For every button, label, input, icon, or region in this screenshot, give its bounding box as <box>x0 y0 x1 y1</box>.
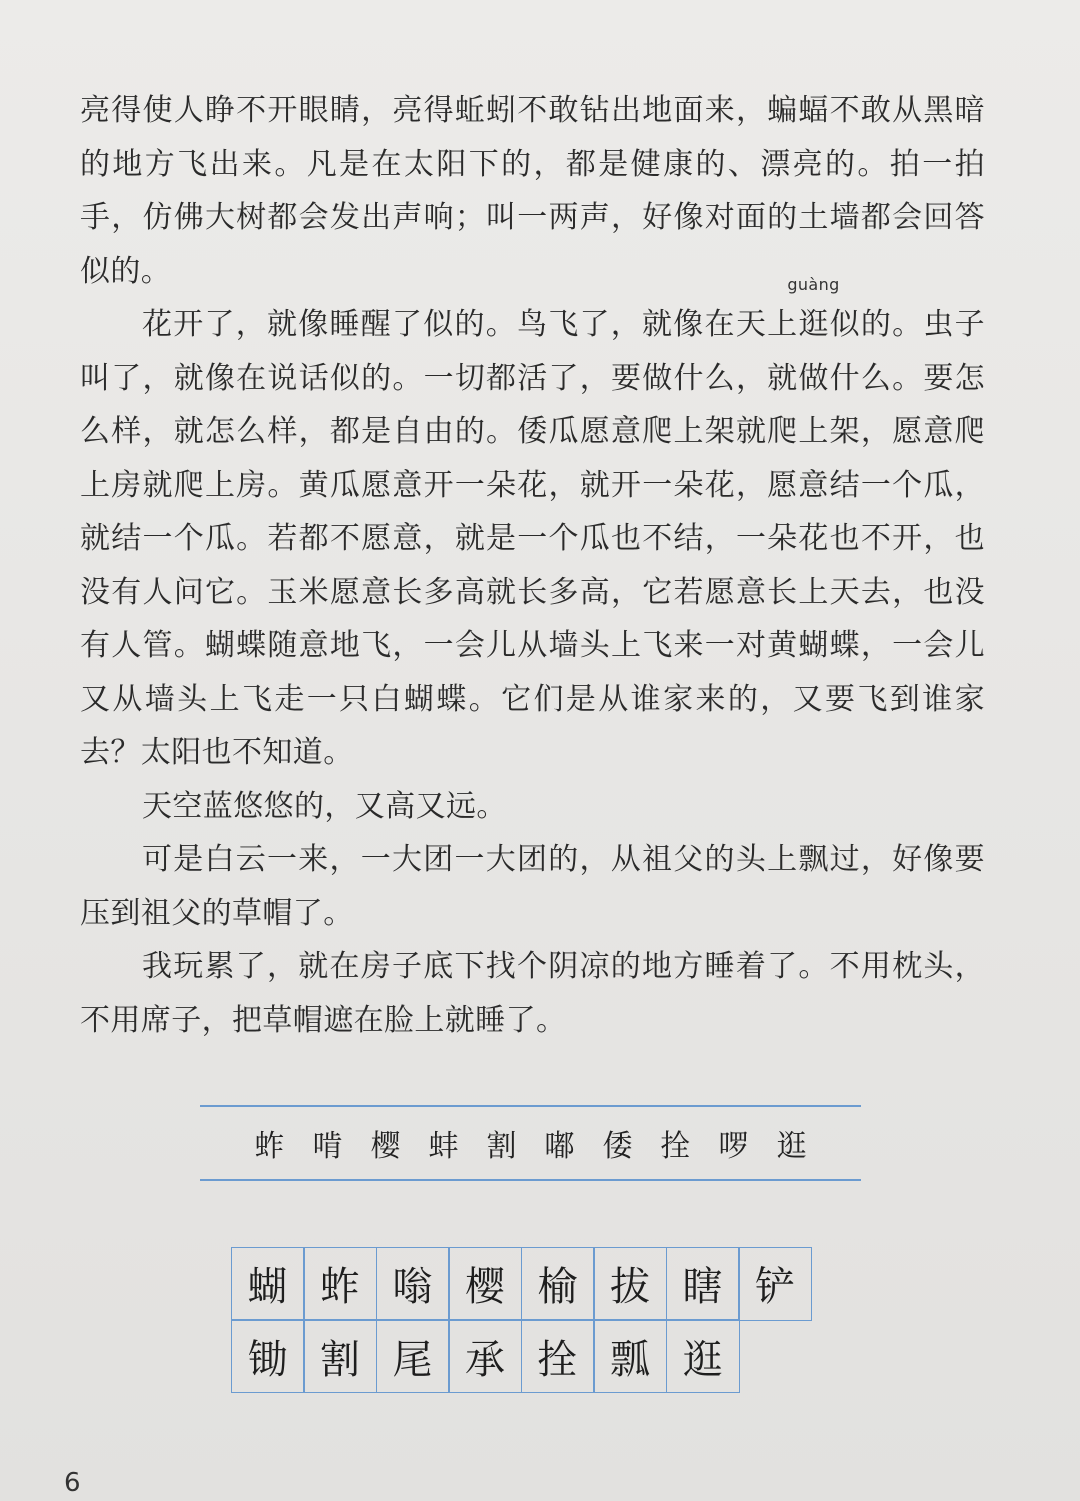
write-char-cell: 尾 <box>376 1319 450 1393</box>
write-char-cell: 承 <box>448 1319 522 1393</box>
write-char-cell: 嗡 <box>376 1247 450 1321</box>
paragraph-4: 可是白云一来，一大团一大团的，从祖父的头上飘过，好像要压到祖父的草帽了。 <box>80 842 985 931</box>
recognize-char: 拴 <box>660 1129 691 1164</box>
write-char-cell: 锄 <box>231 1319 305 1393</box>
recognize-chars-box <box>200 1105 861 1181</box>
paragraph-2-part-1: 花开了，就像睡醒了似的。鸟飞了，就像在天上 <box>142 307 799 342</box>
paragraph-3: 天空蓝悠悠的，又高又远。 <box>142 788 507 824</box>
paragraph-2 <box>80 275 986 780</box>
write-char-cell: 蝴 <box>231 1247 305 1321</box>
recognize-char: 逛 <box>776 1129 807 1164</box>
paragraph-5: 我玩累了，就在房子底下找个阴凉的地方睡着了。不用枕头，不用席子，把草帽遮在脸上就睡了。 <box>80 949 985 1038</box>
body-text <box>80 84 985 1047</box>
write-char-cell: 瓢 <box>593 1319 667 1393</box>
write-char-cell: 铲 <box>738 1247 812 1321</box>
write-chars-row-2 <box>232 1321 812 1394</box>
write-chars-row-1 <box>232 1248 812 1321</box>
write-char-cell: 割 <box>303 1319 377 1393</box>
annotated-char <box>787 275 840 352</box>
write-char-cell: 樱 <box>448 1247 522 1321</box>
recognize-char: 倭 <box>602 1129 633 1164</box>
recognize-chars-list <box>255 1121 807 1165</box>
recognize-char: 樱 <box>370 1129 401 1164</box>
pinyin-annotation: guàng <box>787 275 840 294</box>
write-char-cell: 榆 <box>521 1247 595 1321</box>
write-char-cell: 逛 <box>666 1319 740 1393</box>
write-char-cell: 拴 <box>521 1319 595 1393</box>
recognize-char: 啰 <box>718 1129 749 1164</box>
write-char-cell: 拔 <box>593 1247 667 1321</box>
write-chars-grid <box>232 1248 812 1393</box>
recognize-char: 蚱 <box>254 1129 285 1164</box>
paragraph-2-part-2: 似的。虫子叫了，就像在说话似的。一切都活了，要做什么，就做什么。要怎么样，就怎么样，都是自由的。倭瓜愿意爬上架就爬上架，愿意爬上房就爬上房。黄瓜愿意开一朵花，就开一朵花，愿意结一个瓜，就结一个瓜。若都不愿意，就是一个瓜也不结，一朵花也不开，也没有人问它。玉米愿意长多高就长多高，它若愿意长上天去，也没有人管。蝴蝶随意地飞，一会儿从墙头上飞来一对黄蝴蝶，一会儿又从墙头上飞走一只白蝴蝶。它们是从谁家来的，又要飞到谁家去？太阳也不知道。 <box>80 307 986 770</box>
recognize-char: 啃 <box>312 1129 343 1164</box>
annotated-char-text: 逛 <box>798 307 829 342</box>
write-char-cell: 蚱 <box>303 1247 377 1321</box>
recognize-char: 割 <box>486 1129 517 1164</box>
page-number: 6 <box>64 1468 81 1498</box>
write-char-cell: 瞎 <box>666 1247 740 1321</box>
recognize-char: 蚌 <box>428 1129 459 1164</box>
recognize-char: 嘟 <box>544 1129 575 1164</box>
paragraph-1: 亮得使人睁不开眼睛，亮得蚯蚓不敢钻出地面来，蝙蝠不敢从黑暗的地方飞出来。凡是在太阳下的，都是健康的、漂亮的。拍一拍手，仿佛大树都会发出声响；叫一两声，好像对面的土墙都会回答似的。 <box>80 93 985 289</box>
